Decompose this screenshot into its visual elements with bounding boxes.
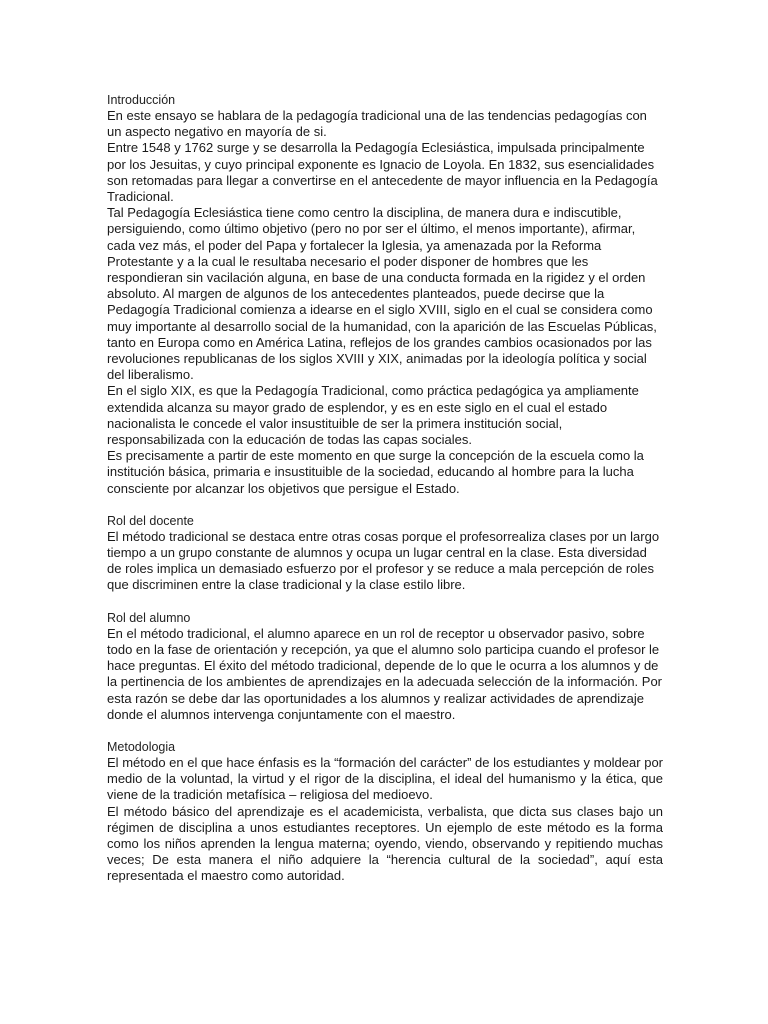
section-heading: Rol del docente — [107, 513, 194, 528]
document-page — [107, 92, 663, 885]
paragraph: El método en el que hace énfasis es la “formación del carácter” de los estudiantes y moldear por medio de la voluntad, la virtud y el rigor de la disciplina, el ideal del humanismo y la ética, que viene de la tradición metafísica – religiosa del medioevo. — [107, 754, 663, 803]
section-rol-alumno — [107, 610, 663, 723]
paragraph: En el método tradicional, el alumno aparece en un rol de receptor u observador pasivo, sobre todo en la fase de orientación y recepción, ya que el alumno solo participa cuando el profesor le hace preguntas. El éxito del método tradicional, depende de lo que le ocurra a los alumnos y de la pertinencia de los ambientes de aprendizajes en la adecuada selección de la información. Por esta razón se debe dar las oportunidades a los alumnos y realizar actividades de aprendizaje donde el alumnos intervenga conjuntamente con el maestro. — [107, 625, 663, 722]
section-introduccion — [107, 92, 663, 497]
paragraph: Es precisamente a partir de este momento en que surge la concepción de la escuela como la institución básica, primaria e insustituible de la sociedad, educando al hombre para la lucha consciente por alcanzar los objetivos que persigue el Estado. — [107, 448, 644, 496]
paragraph: El método tradicional se destaca entre otras cosas porque el profesorrealiza clases por un largo tiempo a un grupo constante de alumnos y ocupa un lugar central en la clase. Esta diversidad de roles implica un demasiado esfuerzo por el profesor y se reduce a mala percepción de roles que discriminen entre la clase tradicional y la clase estilo libre. — [107, 528, 660, 593]
section-heading: Metodologia — [107, 739, 176, 754]
paragraph: En el siglo XIX, es que la Pedagogía Tradicional, como práctica pedagógica ya ampliamente extendida alcanza su mayor grado de esplendor, y es en este siglo en el cual el estado nacionalista le concede el valor insustituible de ser la primera institución social, responsabilizada con la educación de todas las capas sociales. — [107, 383, 639, 448]
section-heading: Introducción — [107, 93, 176, 107]
section-heading: Rol del alumno — [107, 610, 191, 625]
paragraph: Entre 1548 y 1762 surge y se desarrolla la Pedagogía Eclesiástica, impulsada principalmente por los Jesuitas, y cuyo principal exponente es Ignacio de Loyola. En 1832, sus esencialidades son retomadas para llegar a convertirse en el antecedente de mayor influencia en la Pedagogía Tradicional. — [107, 140, 658, 205]
paragraph: En este ensayo se hablara de la pedagogía tradicional una de las tendencias pedagogías con un aspecto negativo en mayoría de si. — [107, 108, 647, 140]
section-rol-docente — [107, 513, 663, 594]
section-metodologia — [107, 739, 663, 885]
paragraph: El método básico del aprendizaje es el academicista, verbalista, que dicta sus clases bajo un régimen de disciplina a unos estudiantes receptores. Un ejemplo de este método es la forma como los niños aprenden la lengua materna; oyendo, viendo, observando y repitiendo muchas veces; De esta manera el niño adquiere la “herencia cultural de la sociedad”, aquí esta representada el maestro como autoridad. — [107, 803, 663, 884]
paragraph: Tal Pedagogía Eclesiástica tiene como centro la disciplina, de manera dura e indiscutible, persiguiendo, como último objetivo (pero no por ser el último, el menos importante), afirmar, cada vez más, el poder del Papa y fortalecer la Iglesia, ya amenazada por la Reforma Protestante y a la cual le resultaba necesario el poder disponer de hombres que les respondieran sin vacilación alguna, en base de una conducta formada en la rigidez y el orden absoluto. Al margen de algunos de los antecedentes planteados, puede decirse que la Pedagogía Tradicional comienza a idearse en el siglo XVIII, siglo en el cual se considera como muy importante al desarrollo social de la humanidad, con la aparición de las Escuelas Públicas, tanto en Europa como en América Latina, reflejos de los grandes cambios ocasionados por las revoluciones republicanas de los siglos XVIII y XIX, animadas por la ideología política y social del liberalismo. — [107, 205, 657, 383]
